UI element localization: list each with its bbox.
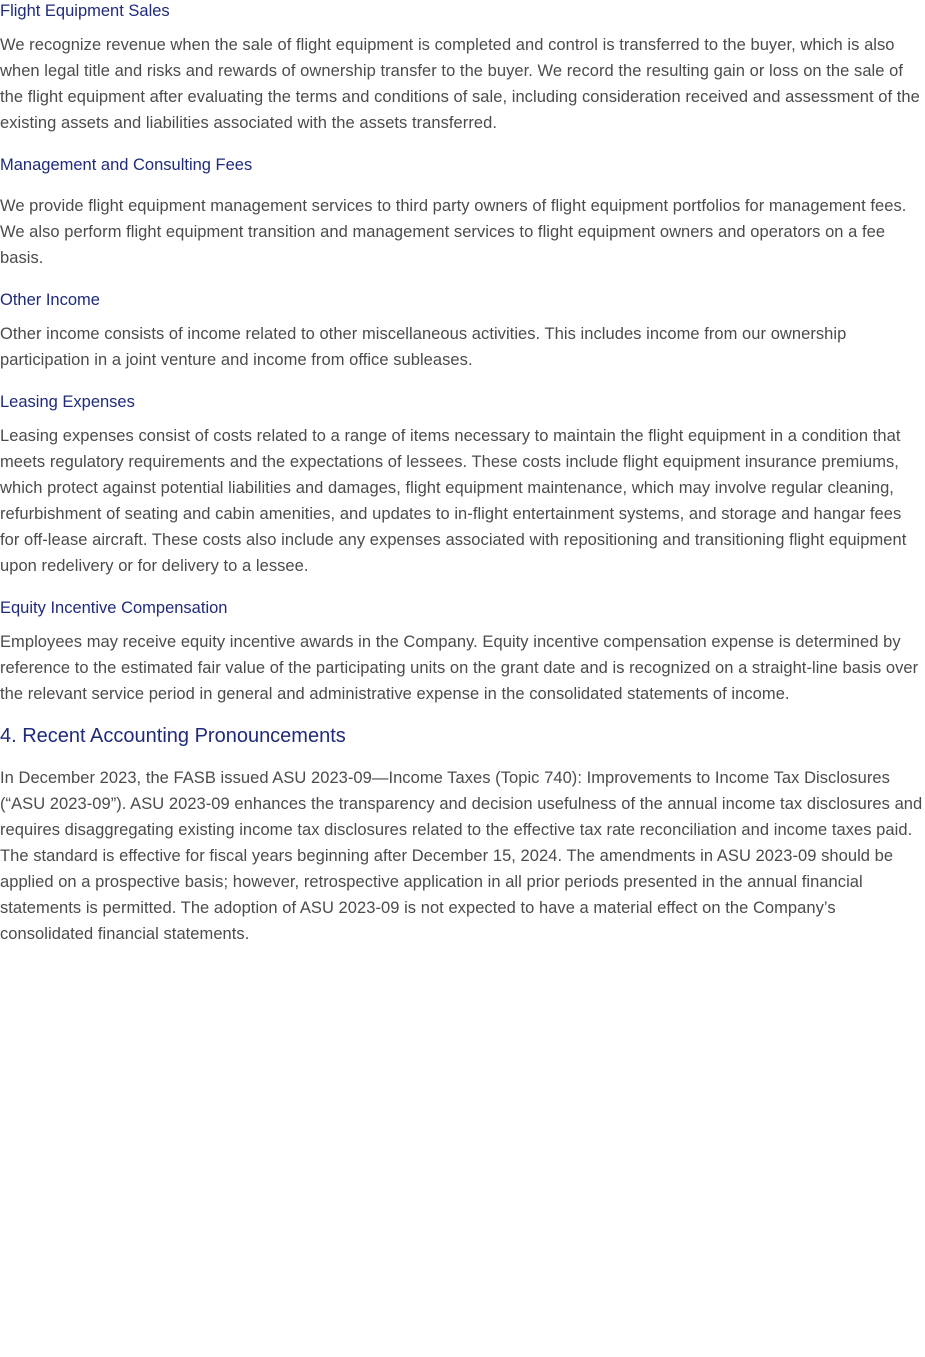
heading-recent-accounting-pronouncements: 4. Recent Accounting Pronouncements	[0, 725, 346, 747]
paragraph-flight-equipment-sales: We recognize revenue when the sale of flight equipment is completed and control is transferred to the buyer, which is also when legal title and risks and rewards of ownership transfer to the buyer. We record the resulting gain or loss on the sale of the flight equipment after evaluating the terms and conditions of sale, including consideration received and assessment of the existing assets and liabilities associated with the assets transferred.	[0, 36, 920, 132]
paragraph-equity-incentive-compensation: Employees may receive equity incentive awards in the Company. Equity incentive compensation expense is determined by reference to the estimated fair value of the participating units on the grant date and is recognized on a straight-line basis over the relevant service period in general and administrative expense in the consolidated statements of income.	[0, 633, 919, 703]
paragraph-recent-accounting-pronouncements: In December 2023, the FASB issued ASU 2023-09—Income Taxes (Topic 740): Improvements to Income Tax Disclosures (“ASU 2023-09”). ASU 2023-09 enhances the transparency and decision usefulness of the annual income tax disclosures and requires disaggregating existing income tax disclosures related to the effective tax rate reconciliation and income taxes paid. The standard is effective for fiscal years beginning after December 15, 2024. The amendments in ASU 2023-09 should be applied on a prospective basis; however, retrospective application in all prior periods presented in the annual financial statements is permitted. The adoption of ASU 2023-09 is not expected to have a material effect on the Company’s consolidated financial statements.	[0, 769, 923, 943]
heading-management-consulting-fees: Management and Consulting Fees	[0, 156, 253, 174]
heading-flight-equipment-sales: Flight Equipment Sales	[0, 2, 170, 20]
heading-equity-incentive-compensation: Equity Incentive Compensation	[0, 599, 228, 617]
heading-leasing-expenses: Leasing Expenses	[0, 393, 135, 411]
paragraph-leasing-expenses: Leasing expenses consist of costs related to a range of items necessary to maintain the flight equipment in a condition that meets regulatory requirements and the expectations of lessees. These costs include flight equipment insurance premiums, which protect against potential liabilities and damages, flight equipment maintenance, which may involve regular cleaning, refurbishment of seating and cabin amenities, and updates to in-flight entertainment systems, and storage and hangar fees for off-lease aircraft. These costs also include any expenses associated with repositioning and transitioning flight equipment upon redelivery or for delivery to a lessee.	[0, 427, 907, 575]
paragraph-management-consulting-fees: We provide flight equipment management services to third party owners of flight equipment portfolios for management fees. We also perform flight equipment transition and management services to flight equipment owners and operators on a fee basis.	[0, 197, 907, 267]
paragraph-other-income: Other income consists of income related to other miscellaneous activities. This includes income from our ownership participation in a joint venture and income from office subleases.	[0, 325, 847, 369]
heading-other-income: Other Income	[0, 291, 100, 309]
